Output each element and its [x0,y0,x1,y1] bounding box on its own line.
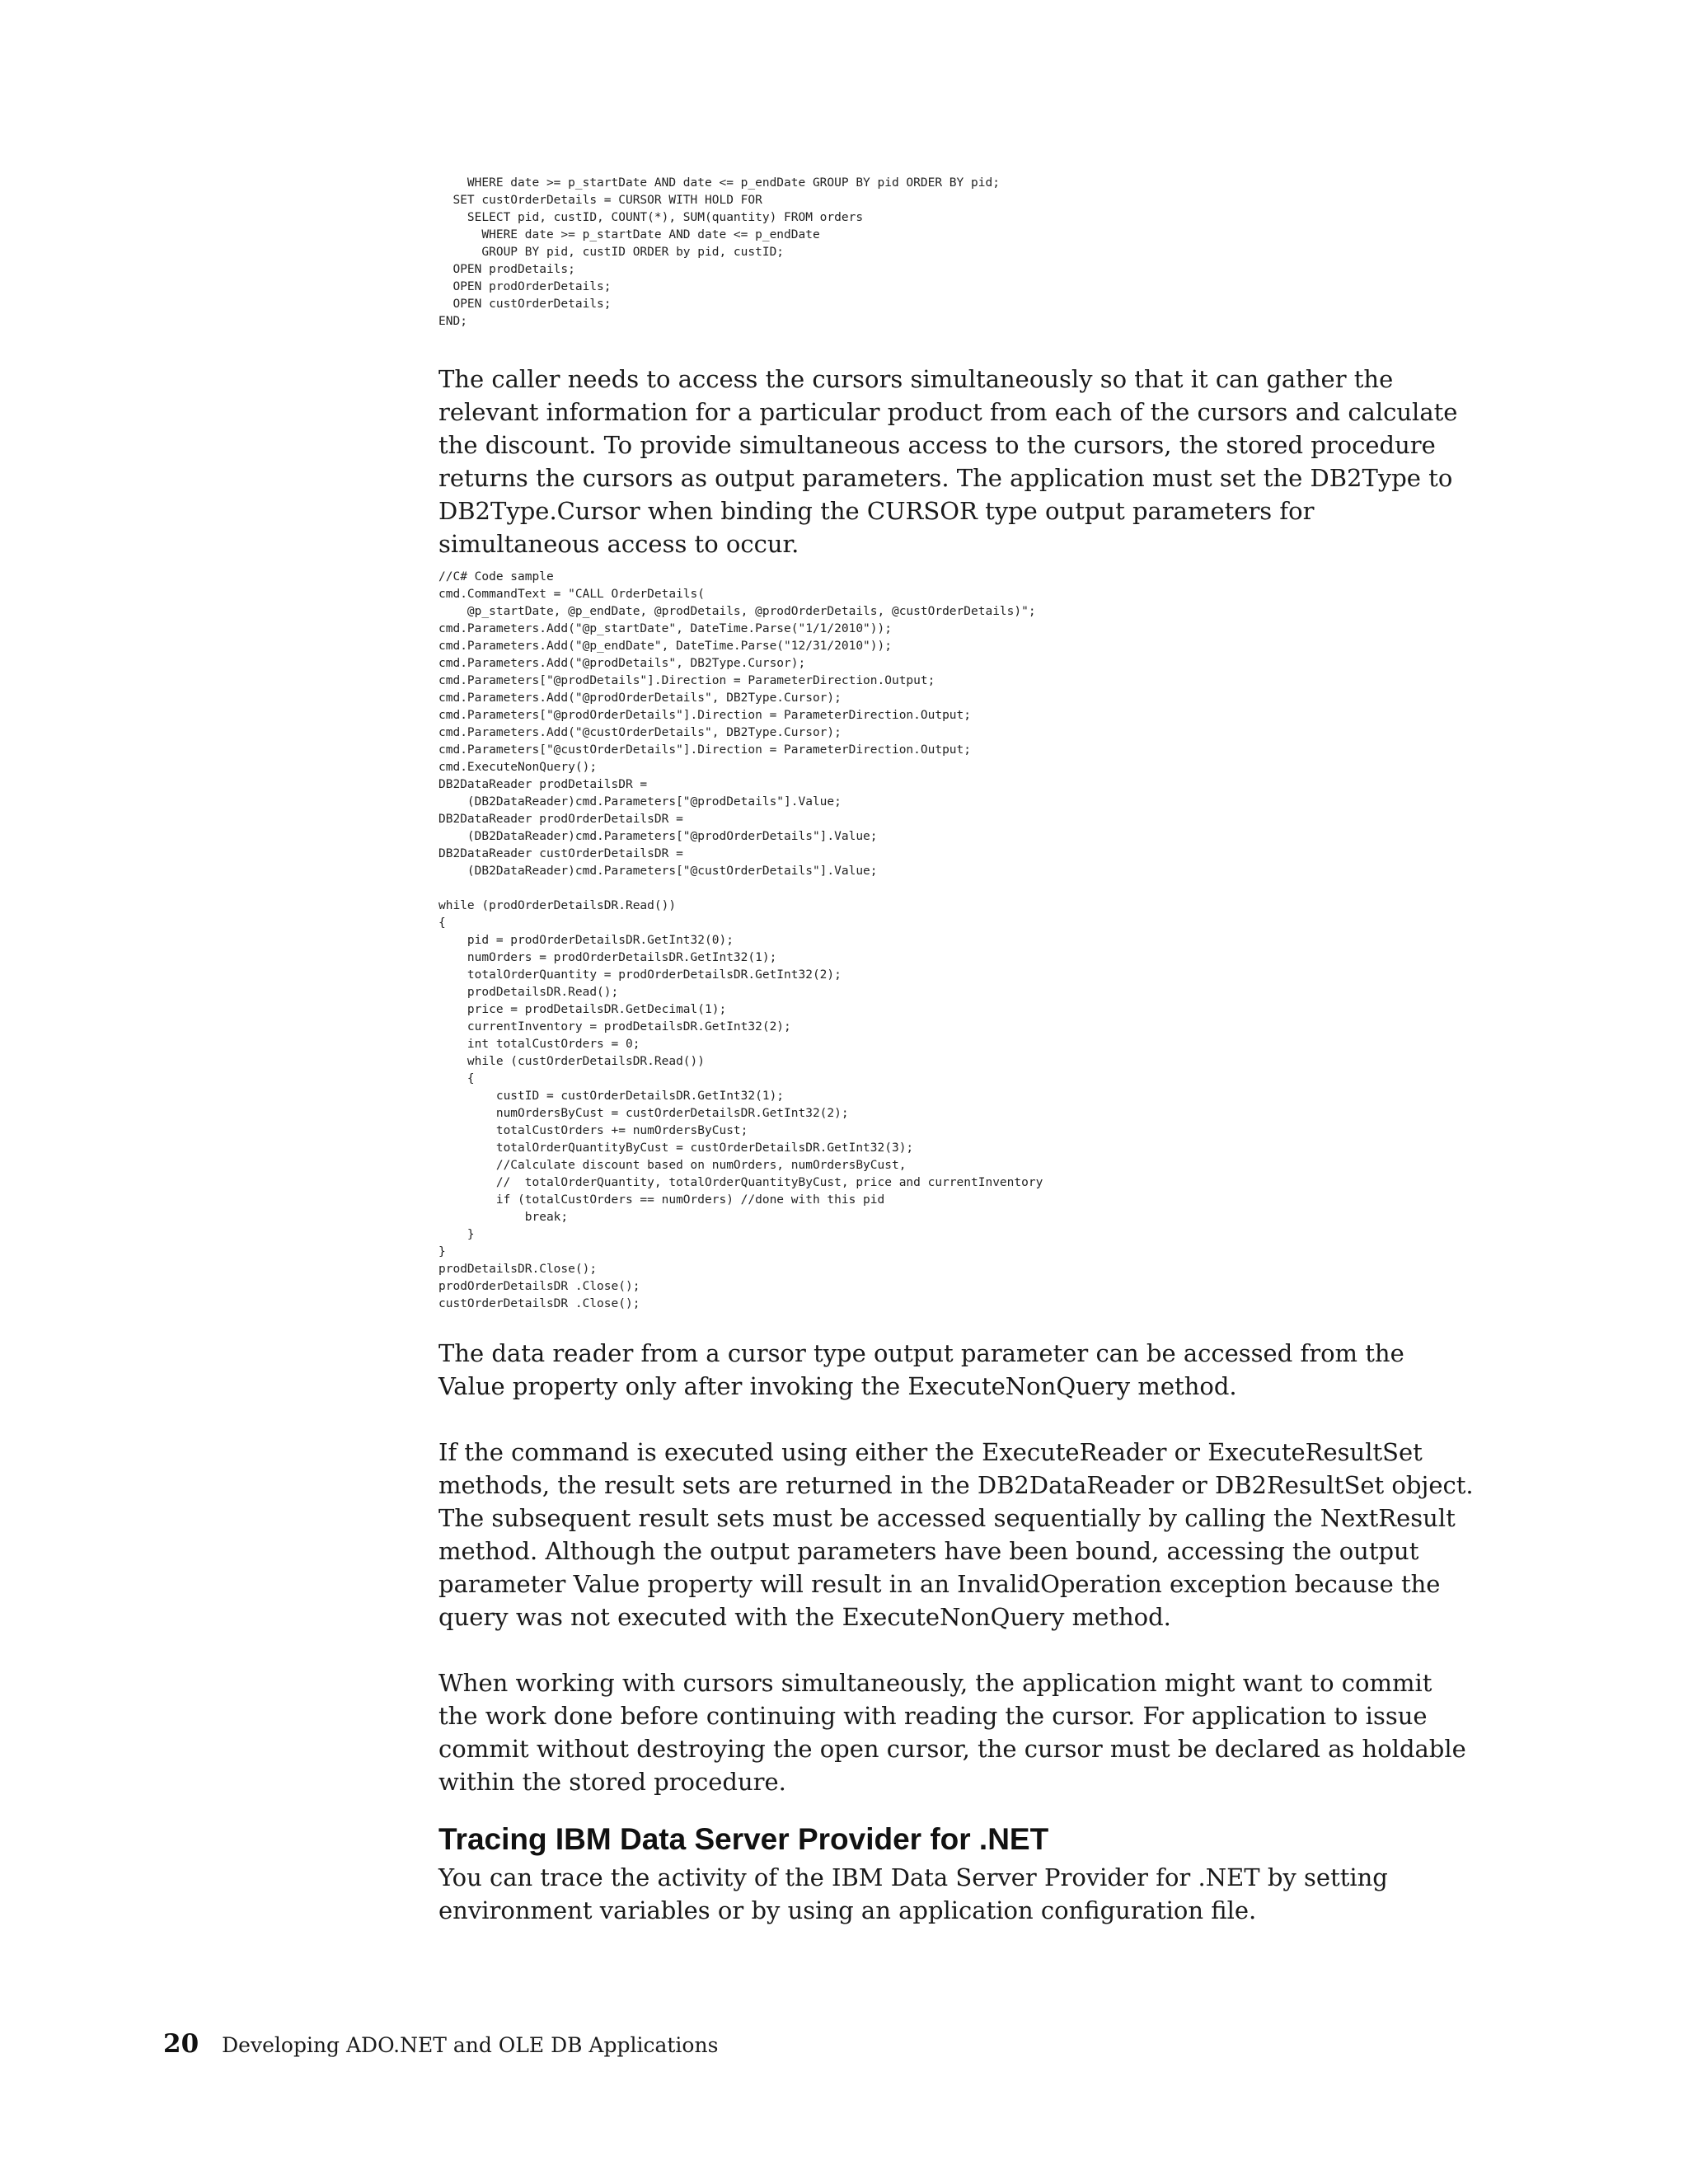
footer-title: Developing ADO.NET and OLE DB Applications [222,2033,719,2057]
paragraph-cursor-access: The caller needs to access the cursors simultaneously so that it can gather the relevant information for a particular product from each of the cursors and calculate the discount. To provide simultaneous access to the cursors, the stored procedure returns the cursors as output parameters. The application must set the DB2Type to DB2Type.Cursor when binding the CURSOR type output parameters for simultaneous access to occur. [438,365,1458,558]
page-footer [163,2029,718,2059]
paragraph-tracing: You can trace the activity of the IBM Data Server Provider for .NET by setting environment variables or by using an application configuration file. [438,1863,1388,1924]
paragraph-execute-reader: If the command is executed using either the ExecuteReader or ExecuteResultSet methods, the result sets are returned in the DB2DataReader or DB2ResultSet object. The subsequent result sets must be accessed sequentially by calling the NextResult method. Although the output parameters have been bound, accessing the output parameter Value property will result in an InvalidOperation exception because the query was not executed with the ExecuteNonQuery method. [438,1438,1474,1631]
page-number: 20 [163,2029,199,2059]
code-block-csharp: //C# Code sample cmd.CommandText = "CALL OrderDetails( @p_startDate, @p_endDate, @prodDetails, @prodOrderDetails, @custOrderDetails)"; cmd.Parameters.Add("@p_startDate", DateTime.Parse("1/1/2010")); cmd.Parameters.Add("@p_endDate", DateTime.Parse("12/31/2010")); cmd.Parameters.Add("@prodDetails", DB2Type.Cursor); cmd.Parameters["@prodDetails"].Direction = ParameterDirection.Output; cmd.Parameters.Add("@prodOrderDetails", DB2Type.Cursor); cmd.Parameters["@prodOrderDetails"].Direction = ParameterDirection.Output; cmd.Parameters.Add("@custOrderDetails", DB2Type.Cursor); cmd.Parameters["@custOrderDetails"].Direction = ParameterDirection.Output; cmd.ExecuteNonQuery(); DB2DataReader prodDetailsDR = (DB2DataReader)cmd.Parameters["@prodDetails"].Value; DB2DataReader prodOrderDetailsDR = (DB2DataReader)cmd.Parameters["@prodOrderDetails"].Value; DB2DataReader custOrderDetailsDR = (DB2DataReader)cmd.Parameters["@custOrderDetails"].Value; while (prodOrderDetailsDR.Read()) { pid = prodOrderDetailsDR.GetInt32(0); numOrders = prodOrderDetailsDR.GetInt32(1); totalOrderQuantity = prodOrderDetailsDR.GetInt32(2); prodDetailsDR.Read(); price = prodDetailsDR.GetDecimal(1); currentInventory = prodDetailsDR.GetInt32(2); int totalCustOrders = 0; while (custOrderDetailsDR.Read()) { custID = custOrderDetailsDR.GetInt32(1); numOrdersByCust = custOrderDetailsDR.GetInt32(2); totalCustOrders += numOrdersByCust; totalOrderQuantityByCust = custOrderDetailsDR.GetInt32(3); //Calculate discount based on numOrders, numOrdersByCust, // totalOrderQuantity, totalOrderQuantityByCust, price and currentInventory if (totalCustOrders == numOrders) //done with this pid break; } } prodDetailsDR.Close(); prodOrderDetailsDR .Close(); custOrderDetailsDR .Close(); [438,570,1043,1310]
paragraph-data-reader: The data reader from a cursor type output parameter can be accessed from the Value property only after invoking the ExecuteNonQuery method. [438,1339,1404,1400]
code-block-sql: WHERE date >= p_startDate AND date <= p_endDate GROUP BY pid ORDER BY pid; SET custOrderDetails = CURSOR WITH HOLD FOR SELECT pid, custID, COUNT(*), SUM(quantity) FROM orders WHERE date >= p_startDate AND date <= p_endDate GROUP BY pid, custID ORDER by pid, custID; OPEN prodDetails; OPEN prodOrderDetails; OPEN custOrderDetails; END; [438,176,1000,328]
section-heading: Tracing IBM Data Server Provider for .NET [438,1822,1049,1856]
paragraph-holdable-cursor: When working with cursors simultaneously, the application might want to commit the work done before continuing with reading the cursor. For application to issue commit without destroying the open cursor, the cursor must be declared as holdable within the stored procedure. [438,1669,1466,1796]
